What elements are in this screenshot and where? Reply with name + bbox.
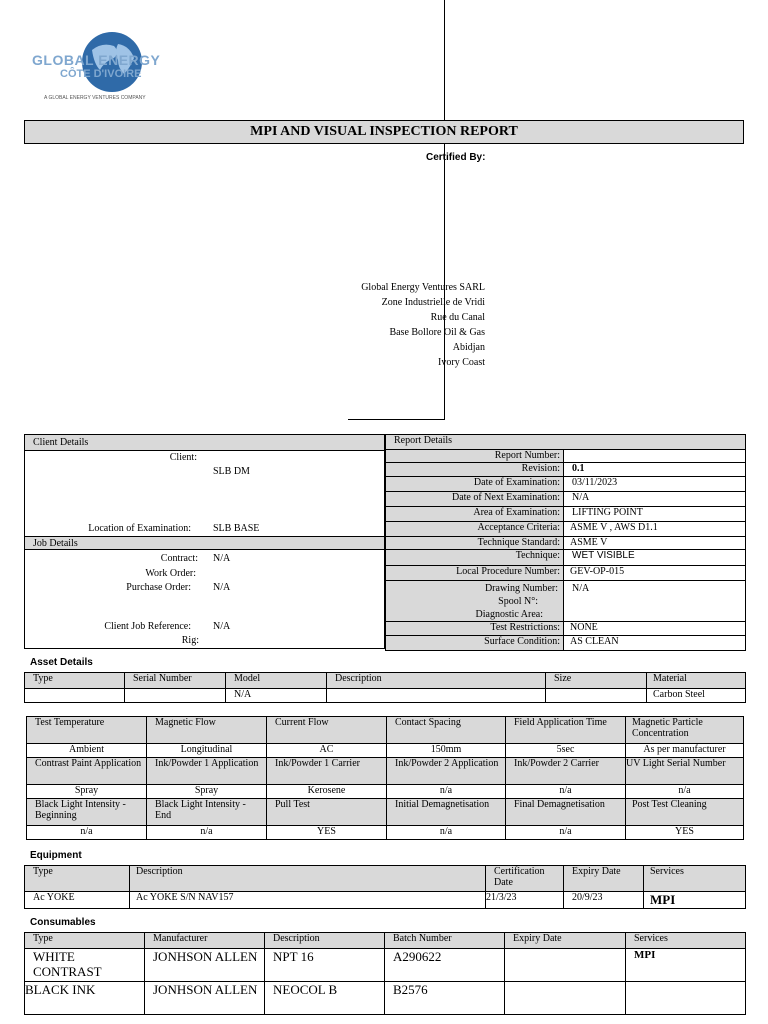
asset-type-value	[25, 689, 125, 703]
address-line: Base Bollore Oil & Gas	[389, 327, 485, 338]
asset-details-table	[24, 672, 746, 703]
cons-type-value: WHITE CONTRAST	[25, 949, 145, 982]
spool-label: Spool N°:	[498, 596, 538, 607]
report-details-table	[385, 434, 746, 651]
param-label: UV Light Serial Number	[626, 758, 744, 785]
param-value: 5sec	[506, 744, 626, 758]
diagnostic-area-label: Diagnostic Area:	[475, 609, 543, 620]
surface-condition-label: Surface Condition:	[386, 636, 564, 651]
equip-col-type: Type	[25, 866, 130, 892]
cons-manufacturer-value: JONHSON ALLEN	[145, 982, 265, 1015]
test-restrictions-label: Test Restrictions:	[386, 622, 564, 636]
area-exam-label: Area of Examination:	[386, 507, 564, 522]
param-value: YES	[267, 826, 387, 840]
equip-type-value: Ac YOKE	[25, 892, 130, 909]
param-label: Ink/Powder 1 Carrier	[267, 758, 387, 785]
date-exam-label: Date of Examination:	[386, 477, 564, 492]
asset-description-value	[327, 689, 546, 703]
consumables-table	[24, 932, 746, 1015]
cons-description-value: NEOCOL B	[265, 982, 385, 1015]
param-value: Spray	[147, 785, 267, 799]
equip-cert-date-value: 21/3/23	[486, 892, 564, 909]
cons-batch-value: B2576	[385, 982, 505, 1015]
area-exam-value: LIFTING POINT	[564, 507, 746, 522]
param-label: Ink/Powder 1 Application	[147, 758, 267, 785]
test-restrictions-value: NONE	[564, 622, 746, 636]
param-value: 150mm	[387, 744, 506, 758]
param-value: AC	[267, 744, 387, 758]
technique-label: Technique:	[386, 550, 564, 566]
contract-value: N/A	[213, 553, 231, 564]
rig-label: Rig:	[181, 635, 199, 646]
asset-size-value	[546, 689, 647, 703]
param-label: Test Temperature	[27, 717, 147, 744]
equipment-heading: Equipment	[30, 850, 82, 861]
logo-tagline: A GLOBAL ENERGY VENTURES COMPANY	[44, 95, 146, 101]
cons-expiry-value	[505, 982, 626, 1015]
param-label: Black Light Intensity - End	[147, 799, 267, 826]
param-value: n/a	[27, 826, 147, 840]
equip-services-value: MPI	[644, 892, 746, 909]
param-value: n/a	[387, 826, 506, 840]
cons-services-value: MPI	[626, 949, 746, 982]
technique-value: WET VISIBLE	[564, 550, 746, 566]
drawing-spool-diag-values	[564, 581, 746, 622]
param-label: Ink/Powder 2 Application	[387, 758, 506, 785]
param-label: Post Test Cleaning	[626, 799, 744, 826]
date-next-exam-value: N/A	[564, 492, 746, 507]
drawing-spool-diag-labels	[386, 581, 564, 622]
param-value: n/a	[626, 785, 744, 799]
param-label: Magnetic Particle Concentration	[626, 717, 744, 744]
param-value: Spray	[27, 785, 147, 799]
certified-by-label: Certified By:	[426, 152, 486, 163]
asset-col-model: Model	[226, 673, 327, 689]
param-value: Ambient	[27, 744, 147, 758]
param-label: Field Application Time	[506, 717, 626, 744]
param-value: n/a	[506, 826, 626, 840]
date-exam-value: 03/11/2023	[564, 477, 746, 492]
cons-expiry-value	[505, 949, 626, 982]
drawing-number-value: N/A	[572, 583, 590, 594]
test-parameters-table	[26, 716, 744, 840]
job-details-header: Job Details	[25, 536, 384, 550]
equip-col-services: Services	[644, 866, 746, 892]
param-label: Contact Spacing	[387, 717, 506, 744]
report-number-label: Report Number:	[386, 450, 564, 463]
revision-label: Revision:	[386, 463, 564, 477]
client-value: SLB DM	[213, 466, 250, 477]
param-label: Final Demagnetisation	[506, 799, 626, 826]
horizontal-rule	[348, 419, 445, 420]
technique-standard-label: Technique Standard:	[386, 537, 564, 550]
asset-col-description: Description	[327, 673, 546, 689]
address-line: Rue du Canal	[430, 312, 485, 323]
param-value: n/a	[147, 826, 267, 840]
param-value: n/a	[506, 785, 626, 799]
asset-serial-value	[125, 689, 226, 703]
param-value: YES	[626, 826, 744, 840]
equip-col-description: Description	[130, 866, 486, 892]
client-job-panel	[24, 434, 385, 649]
param-label: Initial Demagnetisation	[387, 799, 506, 826]
cons-col-manufacturer: Manufacturer	[145, 933, 265, 949]
consumables-heading: Consumables	[30, 917, 96, 928]
logo-line1: GLOBAL ENERGY	[32, 52, 161, 68]
param-label: Ink/Powder 2 Carrier	[506, 758, 626, 785]
equip-col-expiry: Expiry Date	[564, 866, 644, 892]
report-number-value	[564, 450, 746, 463]
client-label: Client:	[169, 452, 197, 463]
acceptance-value: ASME V , AWS D1.1	[564, 522, 746, 537]
company-logo	[30, 30, 190, 105]
address-line: Zone Industrielle de Vridi	[381, 297, 485, 308]
cons-col-batch: Batch Number	[385, 933, 505, 949]
purchase-order-label: Purchase Order:	[126, 582, 191, 593]
cons-manufacturer-value: JONHSON ALLEN	[145, 949, 265, 982]
company-address	[361, 280, 485, 370]
asset-col-type: Type	[25, 673, 125, 689]
cons-type-value: BLACK INK	[25, 982, 145, 1015]
equipment-table	[24, 865, 746, 909]
address-line: Ivory Coast	[438, 357, 485, 368]
date-next-exam-label: Date of Next Examination:	[386, 492, 564, 507]
client-job-ref-label: Client Job Reference:	[104, 621, 191, 632]
param-label: Pull Test	[267, 799, 387, 826]
revision-value: 0.1	[564, 463, 746, 477]
report-details-header: Report Details	[386, 435, 746, 450]
param-value: As per manufacturer	[626, 744, 744, 758]
drawing-number-label: Drawing Number:	[484, 583, 558, 594]
cons-col-expiry: Expiry Date	[505, 933, 626, 949]
asset-material-value: Carbon Steel	[647, 689, 746, 703]
logo-line2: CÔTE D'IVOIRE	[60, 68, 142, 80]
equip-description-value: Ac YOKE S/N NAV157	[130, 892, 486, 909]
param-label: Magnetic Flow	[147, 717, 267, 744]
cons-col-description: Description	[265, 933, 385, 949]
contract-label: Contract:	[160, 553, 198, 564]
asset-col-size: Size	[546, 673, 647, 689]
asset-col-material: Material	[647, 673, 746, 689]
address-line: Global Energy Ventures SARL	[361, 282, 485, 293]
param-label: Current Flow	[267, 717, 387, 744]
equip-col-cert-date: Certification Date	[486, 866, 564, 892]
location-value: SLB BASE	[213, 523, 260, 534]
asset-col-serial: Serial Number	[125, 673, 226, 689]
cons-batch-value: A290622	[385, 949, 505, 982]
surface-condition-value: AS CLEAN	[564, 636, 746, 651]
report-title: MPI AND VISUAL INSPECTION REPORT	[24, 120, 744, 144]
cons-col-type: Type	[25, 933, 145, 949]
asset-model-value: N/A	[226, 689, 327, 703]
param-value: n/a	[387, 785, 506, 799]
local-procedure-value: GEV-OP-015	[564, 566, 746, 581]
cons-col-services: Services	[626, 933, 746, 949]
local-procedure-label: Local Procedure Number:	[386, 566, 564, 581]
acceptance-label: Acceptance Criteria:	[386, 522, 564, 537]
cons-description-value: NPT 16	[265, 949, 385, 982]
asset-details-heading: Asset Details	[30, 657, 93, 668]
param-label: Black Light Intensity - Beginning	[27, 799, 147, 826]
param-label: Contrast Paint Application	[27, 758, 147, 785]
param-value: Longitudinal	[147, 744, 267, 758]
work-order-label: Work Order:	[145, 568, 196, 579]
client-job-ref-value: N/A	[213, 621, 231, 632]
cons-services-value	[626, 982, 746, 1015]
address-line: Abidjan	[452, 342, 485, 353]
param-value: Kerosene	[267, 785, 387, 799]
technique-standard-value: ASME V	[564, 537, 746, 550]
purchase-order-value: N/A	[213, 582, 231, 593]
client-details-header: Client Details	[25, 435, 384, 451]
location-label: Location of Examination:	[88, 523, 191, 534]
equip-expiry-value: 20/9/23	[564, 892, 644, 909]
